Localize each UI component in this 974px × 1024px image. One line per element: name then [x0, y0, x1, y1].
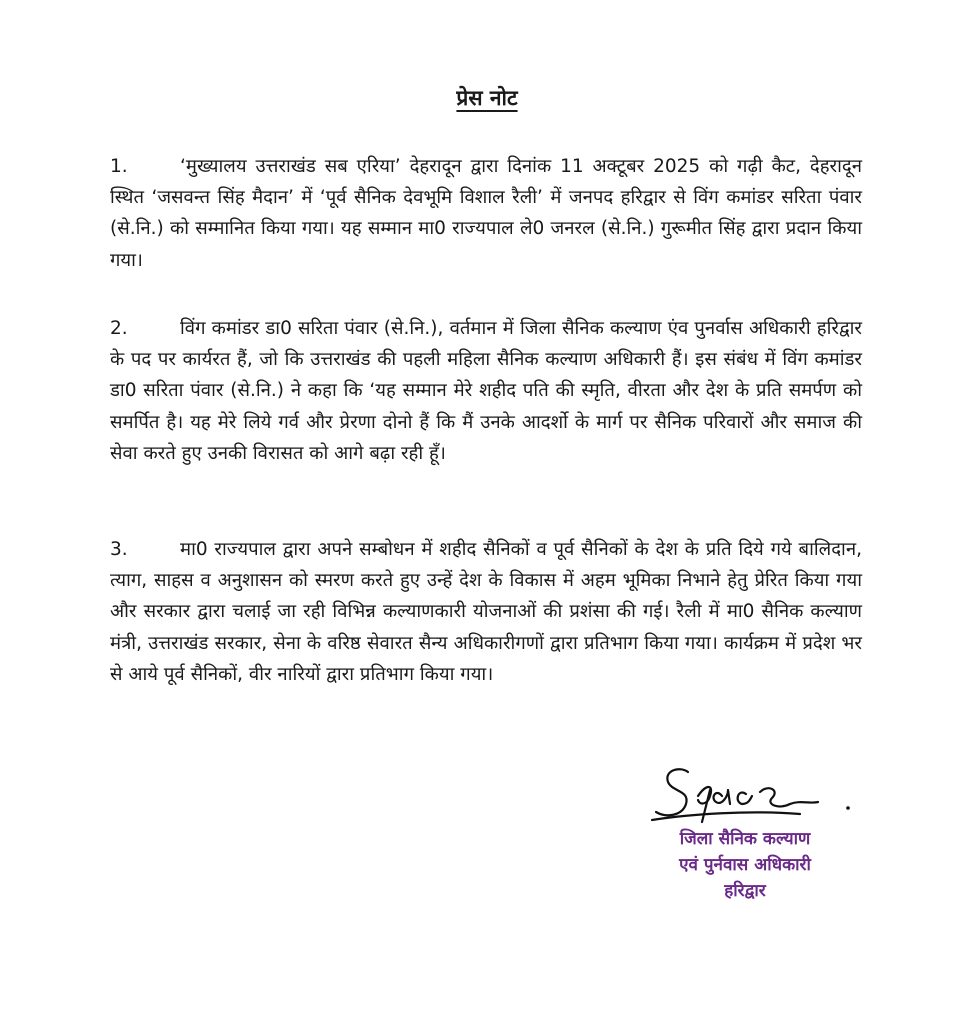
stamp-line-2: एवं पुर्नवास अधिकारी: [679, 855, 811, 875]
stamp-line-1: जिला सैनिक कल्याण: [679, 829, 811, 849]
document-title: [0, 84, 974, 112]
paragraph-number: 3.: [110, 539, 128, 560]
paragraph-number: 1.: [110, 156, 128, 177]
paragraph-text: विंग कमांडर डा0 सरिता पंवार (से.नि.), वर्तमान में जिला सैनिक कल्याण एंव पुनर्वास अधिकारी हरिद्वार के पद पर कार्यरत हैं, जो कि उत्तराखंड की पहली महिला सैनिक कल्याण अधिकारी हैं। इस संबंध में विंग कमांडर डा0 सरिता पंवार (से.नि.) ने कहा कि ‘यह सम्मान मेरे शहीद पति की स्मृति, वीरता और देश के प्रति समर्पण को समर्पित है। यह मेरे लिये गर्व और प्रेरणा दोनो हैं कि मैं उनके आदर्शो के मार्ग पर सैनिक परिवारों और समाज की सेवा करते हुए उनकी विरासत को आगे बढ़ा रही हूँ।: [110, 318, 862, 464]
paragraph-number: 2.: [110, 318, 128, 339]
signature-drawing: [650, 760, 860, 830]
document-title-text: प्रेस नोट: [456, 86, 518, 110]
paragraph-text: ‘मुख्यालय उत्तराखंड सब एरिया’ देहरादून द्वारा दिनांक 11 अक्टूबर 2025 को गढ़ी कैट, देहरादून स्थित ‘जसवन्त सिंह मैदान’ में ‘पूर्व सैनिक देवभूमि विशाल रैली’ में जनपद हरिद्वार से विंग कमांडर सरिता पंवार (से.नि.) को सम्मानित किया गया। यह सम्मान मा0 राज्यपाल ले0 जनरल (से.नि.) गुरूमीत सिंह द्वारा प्रदान किया गया।: [110, 156, 862, 271]
stamp-line-3: हरिद्वार: [724, 881, 766, 901]
official-stamp: [640, 826, 850, 904]
paragraph-text: मा0 राज्यपाल द्वारा अपने सम्बोधन में शहीद सैनिकों व पूर्व सैनिकों के देश के प्रति दिये गये बालिदान, त्याग, साहस व अनुशासन को स्मरण करते हुए उन्हें देश के विकास में अहम भूमिका निभाने हेतु प्रेरित किया गया और सरकार द्वारा चलाई जा रही विभिन्न कल्याणकारी योजनाओं की प्रशंसा की गई। रैली में मा0 सैनिक कल्याण मंत्री, उत्तराखंड सरकार, सेना के वरिष्ठ सेवारत सैन्य अधिकारीगणों द्वारा प्रतिभाग किया गया। कार्यक्रम में प्रदेश भर से आये पूर्व सैनिकों, वीर नारियों द्वारा प्रतिभाग किया गया।: [110, 539, 862, 685]
handwritten-signature: [650, 760, 860, 830]
paragraph-1: [110, 151, 862, 276]
paragraph-3: [110, 534, 862, 690]
paragraph-2: [110, 313, 862, 469]
